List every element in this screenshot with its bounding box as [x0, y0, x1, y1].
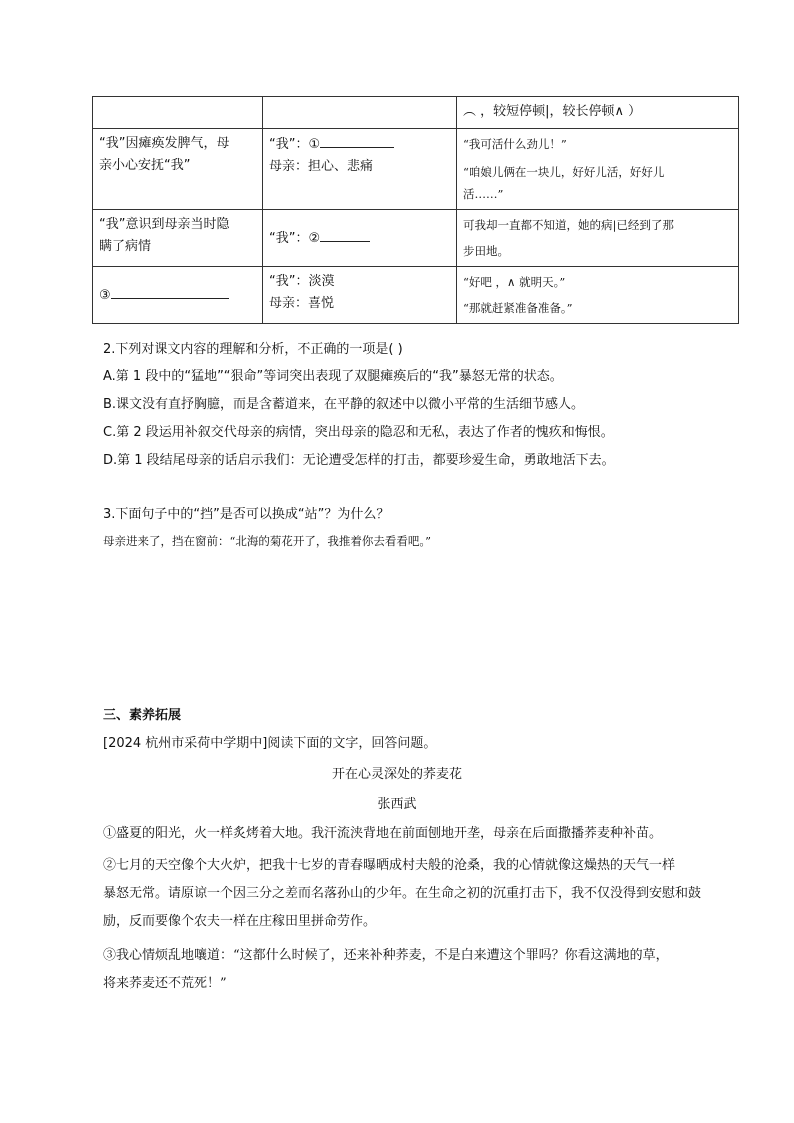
- feeling-text: 母亲：担心、悲痛: [269, 159, 374, 174]
- option-c[interactable]: C.第 2 段运用补叙交代母亲的病情，突出母亲的隐忍和无私，表达了作者的愧疚和悔恨。: [103, 425, 614, 440]
- answer-blank-2[interactable]: [320, 227, 370, 242]
- table-cell: [93, 267, 263, 324]
- table-cell: [457, 129, 739, 210]
- table-row: [93, 210, 739, 267]
- answer-blank-3[interactable]: [111, 284, 229, 299]
- question-3-stem: 3.下面句子中的“挡”是否可以换成“站”？为什么？: [103, 507, 390, 522]
- quote-text: “那就赶紧准备准备。”: [463, 301, 573, 315]
- reading-analysis-table: [92, 96, 739, 324]
- paragraph-line: ②七月的天空像个大火炉，把我十七岁的青春曝晒成村夫般的沧桑，我的心情就像这燥热的天气一样: [103, 858, 676, 873]
- paragraph-line: 励，反而要像个农夫一样在庄稼田里拼命劳作。: [103, 914, 377, 929]
- event-text: 瞒了病情: [99, 239, 152, 254]
- option-b[interactable]: B.课文没有直抒胸臆，而是含蓄道来，在平静的叙述中以微小平常的生活细节感人。: [103, 397, 585, 412]
- feeling-text: “我”：淡漠: [269, 274, 335, 289]
- article-author: 张西武: [377, 797, 417, 812]
- quote-text: “我可活什么劲儿！”: [463, 137, 567, 151]
- table-cell: [457, 267, 739, 324]
- table-row: [93, 267, 739, 324]
- table-cell: [93, 97, 263, 129]
- event-text: “我”意识到母亲当时隐: [99, 217, 230, 232]
- paragraph-3: [103, 942, 703, 998]
- pause-legend: ︵ ，较短停顿|，较长停顿∧ ）: [463, 104, 642, 119]
- source-note: [2024 杭州市采荷中学期中]阅读下面的文字，回答问题。: [103, 736, 437, 751]
- feeling-label: “我”：①: [269, 137, 321, 152]
- paragraph-line: ③我心情烦乱地嚷道：“这都什么时候了，还来补种荞麦，不是白来遭这个罪吗？你看这满地的草，: [103, 948, 669, 963]
- table-row: [93, 97, 739, 129]
- event-text: “我”因瘫痪发脾气，母: [99, 136, 230, 151]
- paragraph-line: ①盛夏的阳光，火一样炙烤着大地。我汗流浃背地在前面刨地开垄，母亲在后面撒播荞麦种补苗。: [103, 826, 663, 841]
- quote-text: 可我却一直都不知道，她的病|已经到了那: [463, 218, 674, 232]
- paragraph-2: [103, 852, 703, 936]
- quote-text: 活……”: [463, 187, 504, 201]
- paragraph-line: 暴怒无常。请原谅一个因三分之差而名落孙山的少年。在生命之初的沉重打击下，我不仅没得到安慰和鼓: [103, 886, 702, 901]
- option-d[interactable]: D.第 1 段结尾母亲的话启示我们：无论遭受怎样的打击，都要珍爱生命，勇敢地活下去。: [103, 453, 615, 468]
- table-cell: [263, 210, 457, 267]
- table-cell: [93, 129, 263, 210]
- table-cell: [263, 267, 457, 324]
- table-cell: [93, 210, 263, 267]
- section-title: 三、素养拓展: [103, 708, 182, 723]
- paragraph-line: 将来荞麦还不荒死！”: [103, 976, 227, 991]
- answer-blank-1[interactable]: [320, 133, 394, 148]
- table-row: [93, 129, 739, 210]
- quote-text: “咱娘儿俩在一块儿，好好儿活，好好儿: [463, 165, 665, 179]
- quote-text: 步田地。: [463, 244, 509, 258]
- event-text: 亲小心安抚“我”: [99, 158, 191, 173]
- feeling-label: “我”：②: [269, 230, 321, 246]
- table-cell: [263, 129, 457, 210]
- question-3-sentence: 母亲进来了，挡在窗前：“北海的菊花开了，我推着你去看看吧。”: [103, 534, 432, 548]
- feeling-text: 母亲：喜悦: [269, 296, 335, 311]
- paragraph-1: [103, 820, 703, 848]
- table-cell: [263, 97, 457, 129]
- quote-text: “好吧 ，∧ 就明天。”: [463, 275, 566, 289]
- option-a[interactable]: A.第 1 段中的“猛地”“狠命”等词突出表现了双腿瘫痪后的“我”暴怒无常的状态。: [103, 369, 563, 384]
- question-2-stem: 2.下列对课文内容的理解和分析，不正确的一项是( ): [103, 342, 403, 357]
- table-cell: [457, 210, 739, 267]
- table-cell: [457, 97, 739, 129]
- event-label: ③: [99, 287, 111, 303]
- article-title: 开在心灵深处的荞麦花: [331, 767, 462, 782]
